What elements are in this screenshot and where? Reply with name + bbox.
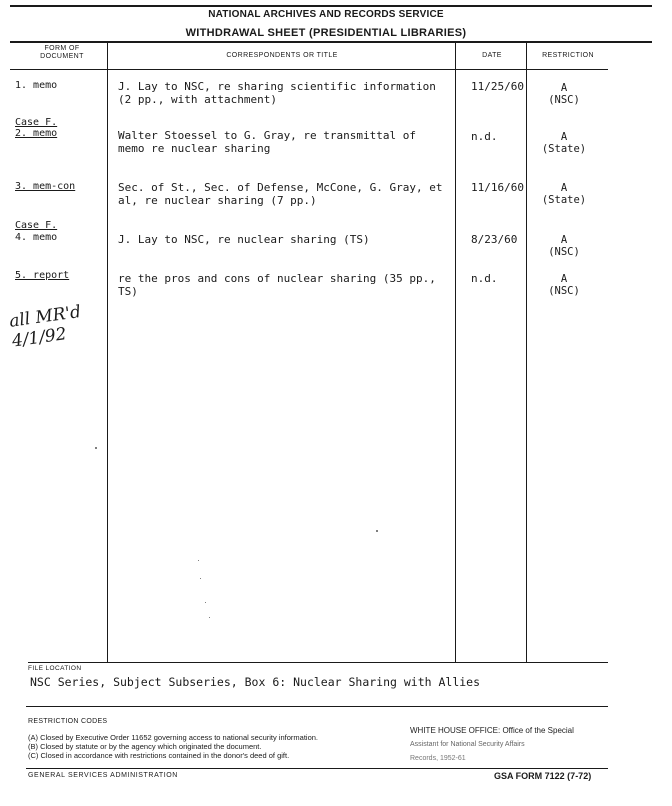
row-1-restriction: A (NSC)	[548, 82, 580, 106]
row-3-correspondents: Sec. of St., Sec. of Defense, McCone, G. Gray, et al, re nuclear sharing (7 pp.)	[118, 181, 443, 207]
row-4-case: Case F.	[15, 220, 58, 231]
row-5-form: 5. report	[15, 270, 70, 281]
sheet-title: WITHDRAWAL SHEET (PRESIDENTIAL LIBRARIES)	[185, 27, 467, 39]
scan-speck	[95, 447, 97, 449]
restriction-code-a: (A) Closed by Executive Order 11652 governing access to national security information.	[28, 733, 319, 742]
col-header-form: FORM OF DOCUMENT	[40, 45, 84, 60]
handwritten-review-note: all MR'd 4/1/92	[8, 301, 83, 352]
row-5-date: n.d.	[471, 272, 498, 285]
row-2-restriction: A (State)	[541, 131, 587, 155]
row-2-date: n.d.	[471, 130, 498, 143]
row-5-correspondents: re the pros and cons of nuclear sharing (35 pp., TS)	[118, 272, 436, 298]
scan-speck	[376, 530, 378, 532]
restriction-code-b: (B) Closed by statute or by the agency which originated the document.	[28, 742, 262, 751]
row-4-restriction: A (NSC)	[548, 234, 580, 258]
footer-agency: GENERAL SERVICES ADMINISTRATION	[28, 772, 178, 779]
row-4-date: 8/23/60	[471, 233, 518, 246]
stamp-line-1: WHITE HOUSE OFFICE: Office of the Special	[410, 726, 574, 735]
row-2-form: 2. memo	[15, 128, 58, 139]
footer-form-number: GSA FORM 7122 (7-72)	[494, 771, 592, 781]
scan-speck	[205, 602, 206, 603]
row-5-restriction: A (NSC)	[548, 273, 580, 297]
column-divider-form	[107, 43, 108, 662]
scan-speck	[200, 578, 201, 579]
table-bottom-rule	[28, 662, 608, 663]
row-3-form: 3. mem-con	[15, 181, 76, 192]
column-divider-restriction	[526, 43, 527, 662]
row-4-form: 4. memo	[15, 232, 58, 243]
restriction-codes-label: RESTRICTION CODES	[28, 718, 108, 725]
row-1-form: 1. memo	[15, 80, 58, 91]
col-header-restriction: RESTRICTION	[542, 52, 594, 59]
column-divider-date	[455, 43, 456, 662]
stamp-line-3: Records, 1952-61	[410, 755, 466, 762]
row-3-date: 11/16/60	[471, 181, 524, 194]
file-location-label: FILE LOCATION	[28, 665, 82, 672]
row-4-correspondents: J. Lay to NSC, re nuclear sharing (TS)	[118, 233, 370, 246]
column-header-rule	[10, 69, 608, 70]
scan-speck	[209, 617, 210, 618]
row-2-case: Case F.	[15, 117, 58, 128]
agency-heading: NATIONAL ARCHIVES AND RECORDS SERVICE	[208, 9, 444, 20]
row-2-correspondents: Walter Stoessel to G. Gray, re transmittal of memo re nuclear sharing	[118, 129, 417, 155]
row-3-restriction: A (State)	[541, 182, 587, 206]
file-location-value: NSC Series, Subject Subseries, Box 6: Nuclear Sharing with Allies	[30, 675, 481, 689]
scan-speck	[198, 560, 199, 561]
footer-rule	[26, 768, 608, 769]
file-location-rule	[26, 706, 608, 707]
top-rule	[10, 5, 652, 7]
row-1-correspondents: J. Lay to NSC, re sharing scientific information (2 pp., with attachment)	[118, 80, 436, 106]
col-header-date: DATE	[482, 52, 502, 59]
col-header-correspondents: CORRESPONDENTS OR TITLE	[226, 52, 338, 59]
restriction-code-c: (C) Closed in accordance with restrictions contained in the donor's deed of gift.	[28, 751, 290, 760]
stamp-line-2: Assistant for National Security Affairs	[410, 741, 525, 748]
row-1-date: 11/25/60	[471, 80, 524, 93]
